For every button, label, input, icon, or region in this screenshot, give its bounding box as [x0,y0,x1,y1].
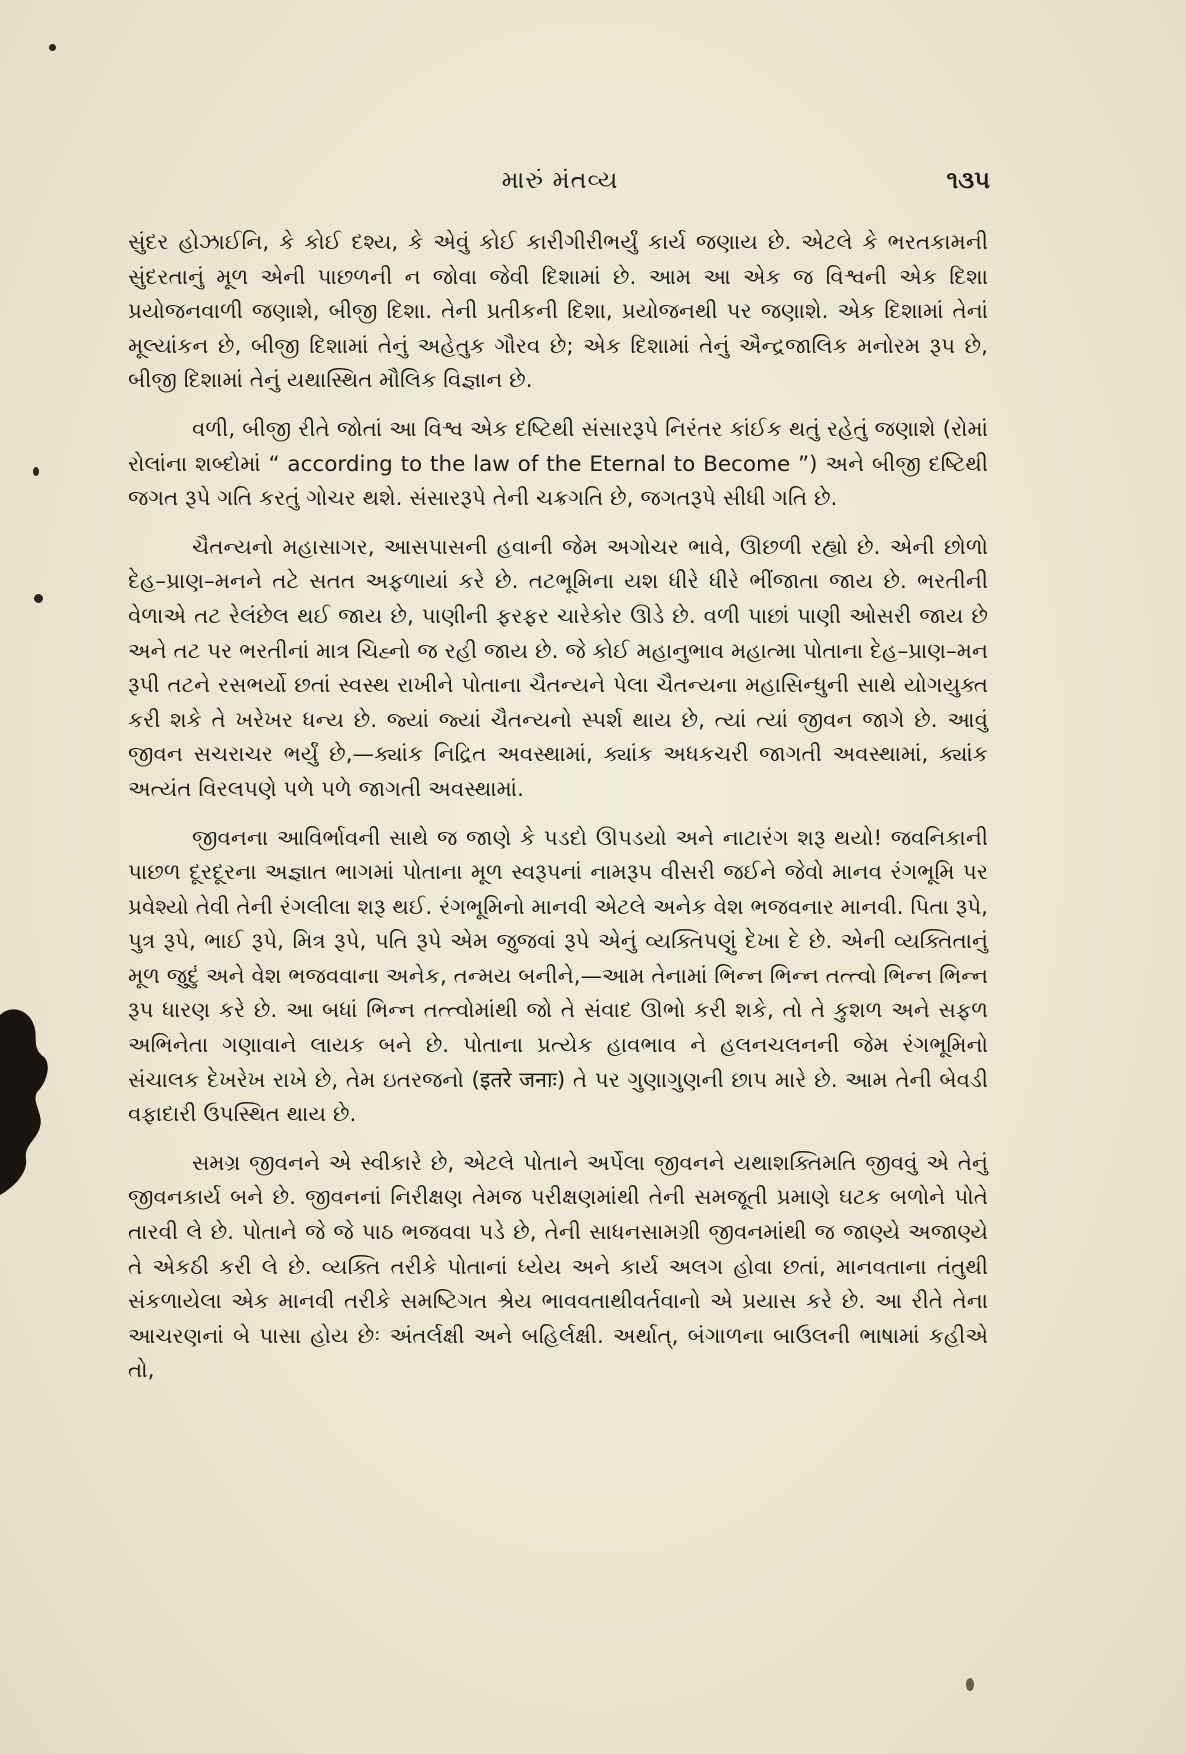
page-number: ૧૩૫ [946,166,990,194]
ink-speck [49,44,56,51]
paper-stain [966,1678,974,1691]
running-header [130,166,990,206]
body-text [128,226,988,1403]
running-title: મારું મંતવ્ય [501,166,619,194]
paragraph-5: સમગ્ર જીવનને એ સ્વીકારે છે, એટલે પોતાને અર્પેલા જીવનને યથાશક્તિમતિ જીવવું એ તેનું જીવનકાર્ય બને છે. જીવનનાં નિરીક્ષણ તેમજ પરીક્ષણમાંથી તેની સમજૂતી પ્રમાણે ઘટક બળોને પોતે તારવી લે છે. પોતાને જે જે પાઠ ભજવવા પડે છે, તેની સાધનસામગ્રી જીવનમાંથી જ જાણ્યે અજાણ્યે તે એકઠી કરી લે છે. વ્યક્તિ તરીકે પોતાનાં ધ્યેય અને કાર્ય અલગ હોવા છતાં, માનવતાના તંતુથી સંકળાયેલા એક માનવી તરીકે સમષ્ટિગત શ્રેય ભાવવતાથીવર્તવાનો એ પ્રયાસ કરે છે. આ રીતે તેના આચરણનાં બે પાસા હોય છેઃ અંતર્લક્ષી અને બહિર્લક્ષી. અર્થાત્, બંગાળના બાઉલની ભાષામાં કહીએ તો, [128,1150,989,1384]
ink-speck [34,594,43,603]
paragraph-2: વળી, બીજી રીતે જોતાં આ વિશ્વ એક દષ્ટિથી સંસારરૂપે નિરંતર કાંઈક થતું રહેતું જણાશે (રોમાં રોલાંના શબ્દોમાં “ according to the law of the Eternal to Become ”) અને બીજી દષ્ટિથી જગત રૂપે ગતિ કરતું ગોચર થશે. સંસારરૂપે તેની ચક્રગતિ છે, જગતરૂપે સીધી ગતિ છે. [128,416,988,512]
paragraph-3: ચૈતન્યનો મહાસાગર, આસપાસની હવાની જેમ અગોચર ભાવે, ઊછળી રહ્યો છે. એની છોળો દેહ–પ્રાણ–મનને તટે સતત અફળાયાં કરે છે. તટભૂમિના યશ ધીરે ધીરે ભીંજાતા જાય છે. ભરતીની વેળાએ તટ રેલંછેલ થઈ જાય છે, પાણીની ફરફર ચારેકોર ઊડે છે. વળી પાછાં પાણી ઓસરી જાય છે અને તટ પર ભરતીનાં માત્ર ચિહ્નો જ રહી જાય છે. જે કોઈ મહાનુભાવ મહાત્મા પોતાના દેહ–પ્રાણ–મન રૂપી તટને રસભર્યો છતાં સ્વસ્થ રાખીને પોતાના ચૈતન્યને પેલા ચૈતન્યના મહાસિન્ધુની સાથે યોગયુક્ત કરી શકે તે ખરેખર ધન્ય છે. જ્યાં જ્યાં ચૈતન્યનો સ્પર્શ થાય છે, ત્યાં ત્યાં જીવન જાગે છે. આવું જીવન સચરાચર ભર્યું છે,—ક્યાંક નિદ્રિત અવસ્થામાં, ક્યાંક અધકચરી જાગતી અવસ્થામાં, ક્યાંક અત્યંત વિરલપણે પળે પળે જાગતી અવસ્થામાં. [128,534,988,802]
paragraph-4: જીવનના આવિર્ભાવની સાથે જ જાણે કે પડદો ઊપડયો અને નાટારંગ શરૂ થયો! જવનિકાની પાછળ દૂરદૂરના અજ્ઞાત ભાગમાં પોતાના મૂળ સ્વરૂપનાં નામરૂપ વીસરી જઈને જેવો માનવ રંગભૂમિ પર પ્રવેશ્યો તેવી તેની રંગલીલા શરૂ થઈ. રંગભૂમિનો માનવી એટલે અનેક વેશ ભજવનાર માનવી. પિતા રૂપે, પુત્ર રૂપે, ભાઈ રૂપે, મિત્ર રૂપે, પતિ રૂપે એમ જુજવાં રૂપે એનું વ્યક્તિપણું દેખા દે છે. એની વ્યક્તિતાનું મૂળ જુદું અને વેશ ભજવવાના અનેક, તન્મય બનીને,—આમ તેનામાં ભિન્ન ભિન્ન તત્ત્વો ભિન્ન ભિન્ન રૂપ ધારણ કરે છે. આ બધાં ભિન્ન તત્ત્વોમાંથી જો તે સંવાદ ઊભો કરી શકે, તો તે કુશળ અને સફળ અભિનેતા ગણાવાને લાયક બને છે. પોતાના પ્રત્યેક હાવભાવ ને હલનચલનની જેમ રંગભૂમિનો સંચાલક દેખરેખ રાખે છે, તેમ ઇતરજનો (इतरे जनाः) તે પર ગુણાગુણની છાપ મારે છે. આમ તેની બેવડી વફાદારી ઉપસ્થિત થાય છે. [128,825,988,1128]
paragraph-1: સુંદર હોઝાઈનિ, કે કોઈ દશ્ય, કે એવું કોઈ કારીગીરીભર્યું કાર્ય જણાય છે. એટલે કે ભરતકામની સુંદરતાનું મૂળ એની પાછળની ન જોવા જેવી દિશામાં છે. આમ આ એક જ વિશ્વની એક દિશા પ્રયોજનવાળી જણાશે, બીજી દિશા. તેની પ્રતીકની દિશા, પ્રયોજનથી પર જણાશે. એક દિશામાં તેનાં મૂલ્યાંકન છે, બીજી દિશામાં તેનું અહેતુક ગૌરવ છે; એક દિશામાં તેનું ઐન્દ્રજાલિક મનોરમ રૂપ છે, બીજી દિશામાં તેનું યથાસ્થિત મૌલિક વિજ્ઞાન છે. [128,230,988,394]
ink-speck [33,467,39,476]
torn-page-edge [0,1005,52,1195]
